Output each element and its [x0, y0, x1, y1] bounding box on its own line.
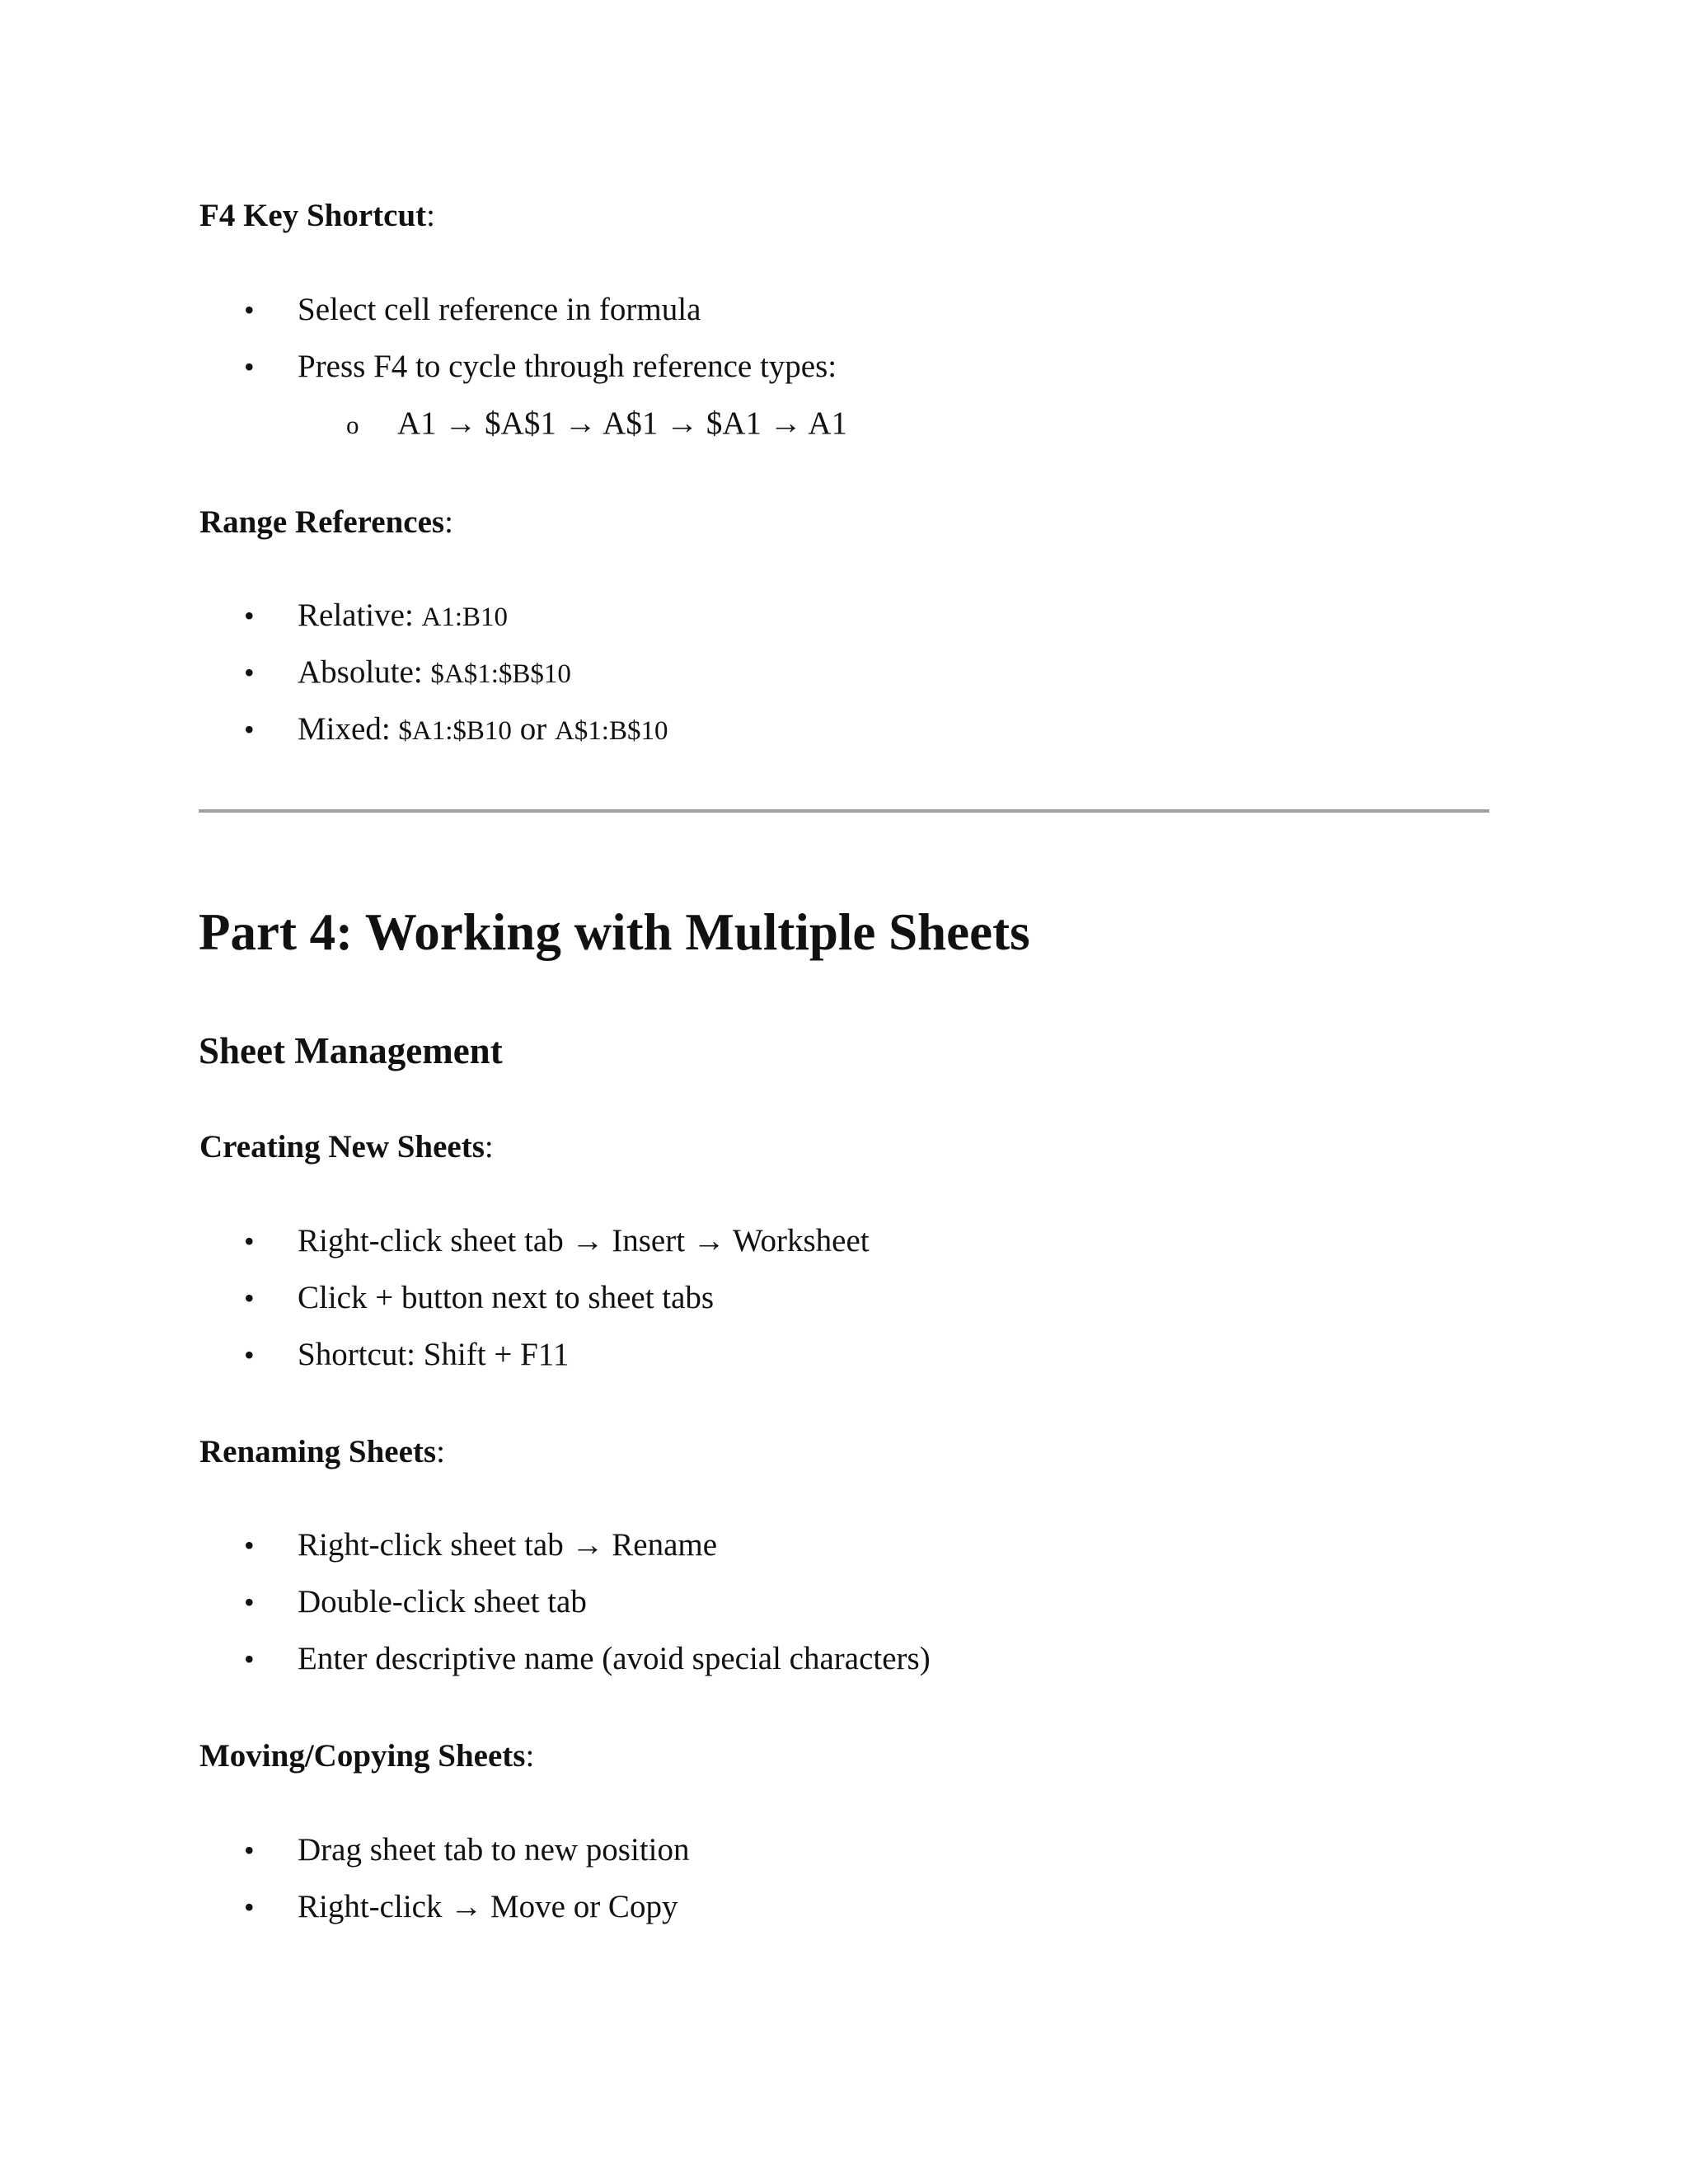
bullet-icon: •	[244, 599, 255, 632]
bullet-icon: •	[244, 1225, 255, 1258]
list-item-text: Press F4 to cycle through reference types:	[298, 349, 837, 384]
list-item	[0, 709, 1688, 766]
list-item	[0, 346, 1688, 403]
list-item	[0, 289, 1688, 346]
list-item-text: Enter descriptive name (avoid special characters)	[298, 1641, 931, 1676]
list-item	[0, 1830, 1688, 1886]
bullet-icon: •	[244, 1282, 255, 1315]
sub-list-item	[0, 403, 1688, 460]
list-item	[0, 1334, 1688, 1391]
range-reference-code: $A1:$B10	[398, 716, 512, 746]
creating-sheets-label-text: Creating New Sheets	[199, 1129, 485, 1165]
renaming-sheets-label-text: Renaming Sheets	[199, 1434, 437, 1469]
range-reference-code-alt: A$1:B$10	[554, 716, 668, 746]
list-item-text: Shortcut: Shift + F11	[298, 1337, 570, 1372]
f4-shortcut-list	[0, 289, 1688, 460]
bullet-icon: •	[244, 1643, 255, 1675]
range-type-label: Mixed:	[298, 711, 399, 747]
list-item-text: Select cell reference in formula	[298, 292, 701, 327]
creating-sheets-label	[199, 1127, 494, 1168]
range-joiner: or	[511, 711, 555, 747]
bullet-icon: •	[244, 350, 255, 383]
bullet-icon: •	[244, 1834, 255, 1867]
list-item	[0, 1525, 1688, 1582]
list-item-text	[298, 709, 668, 752]
list-item-text	[298, 595, 508, 638]
renaming-sheets-label	[199, 1432, 445, 1473]
list-item	[0, 1886, 1688, 1943]
list-item-text	[298, 652, 571, 695]
creating-sheets-label-colon: :	[484, 1129, 494, 1165]
range-reference-code: $A$1:$B$10	[430, 659, 571, 689]
sub-bullet-icon: o	[346, 410, 359, 439]
list-item-text: Click + button next to sheet tabs	[298, 1280, 715, 1315]
bullet-icon: •	[244, 1586, 255, 1619]
bullet-icon: •	[244, 293, 255, 326]
list-item	[0, 1277, 1688, 1334]
list-item-text: Right-click → Move or Copy	[298, 1889, 678, 1924]
list-item-text: Right-click sheet tab → Rename	[298, 1527, 718, 1563]
range-type-label: Relative:	[298, 598, 422, 633]
range-references-label	[199, 502, 453, 543]
renaming-sheets-list	[0, 1525, 1688, 1695]
bullet-icon: •	[244, 1338, 255, 1371]
bullet-icon: •	[244, 1891, 255, 1924]
f4-shortcut-label-text: F4 Key Shortcut	[199, 198, 427, 233]
f4-shortcut-label	[199, 195, 435, 237]
list-item	[0, 1221, 1688, 1277]
creating-sheets-list	[0, 1221, 1688, 1391]
list-item	[0, 1638, 1688, 1695]
moving-copying-sheets-label	[199, 1736, 534, 1777]
list-item	[0, 652, 1688, 709]
moving-copying-sheets-list	[0, 1830, 1688, 1943]
moving-copying-sheets-label-colon: :	[525, 1738, 535, 1774]
range-reference-code: A1:B10	[421, 602, 509, 632]
range-references-label-colon: :	[444, 504, 453, 540]
range-type-label: Absolute:	[298, 654, 431, 690]
part4-title: Part 4: Working with Multiple Sheets	[199, 903, 1030, 961]
list-item-text: Double-click sheet tab	[298, 1584, 587, 1619]
renaming-sheets-label-colon: :	[436, 1434, 445, 1469]
range-references-label-text: Range References	[199, 504, 445, 540]
list-item-text: Drag sheet tab to new position	[298, 1832, 690, 1868]
f4-shortcut-label-colon: :	[426, 198, 435, 233]
list-item	[0, 1582, 1688, 1638]
sub-list-item-text: A1 → $A$1 → A$1 → $A1 → A1	[397, 405, 848, 441]
horizontal-divider	[199, 809, 1489, 813]
list-item-text: Right-click sheet tab → Insert → Worksheet	[298, 1223, 870, 1258]
moving-copying-sheets-label-text: Moving/Copying Sheets	[199, 1738, 526, 1774]
list-item	[0, 595, 1688, 652]
range-references-list	[0, 595, 1688, 766]
bullet-icon: •	[244, 1529, 255, 1562]
bullet-icon: •	[244, 656, 255, 689]
bullet-icon: •	[244, 713, 255, 746]
sheet-management-heading: Sheet Management	[199, 1030, 503, 1071]
